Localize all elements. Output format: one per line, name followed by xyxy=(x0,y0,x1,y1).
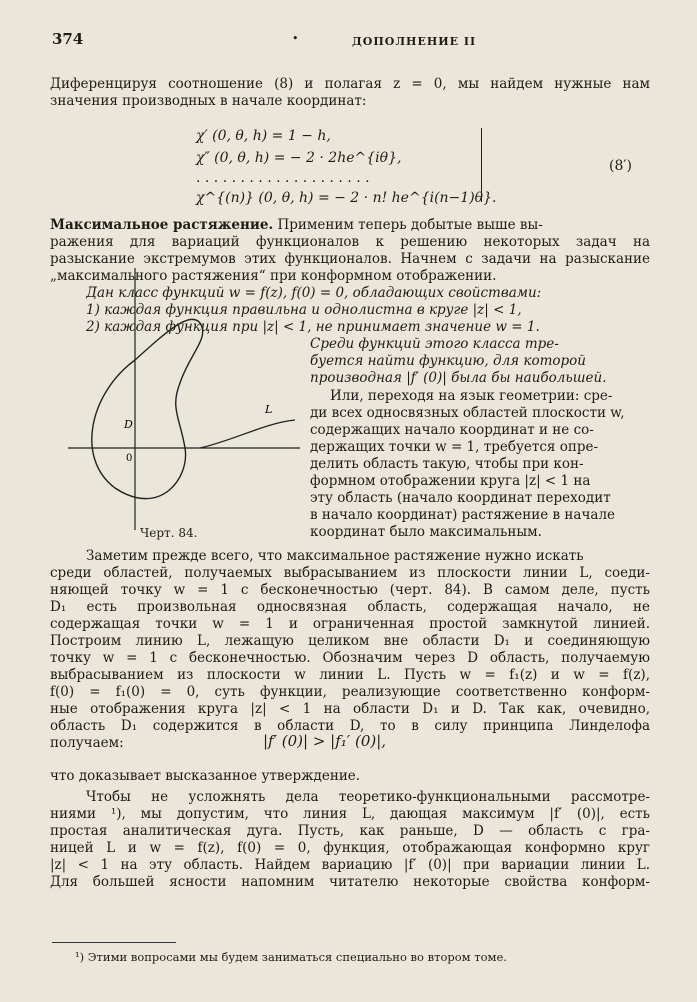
narrow-line: буется найти функцию, для которой xyxy=(310,353,586,369)
problem-statement: Дан класс функций w = f(z), f(0) = 0, обладающих свойствами: xyxy=(86,285,542,301)
equation-number: (8′) xyxy=(609,158,633,174)
narrow-line: содержащих начало координат и не со- xyxy=(310,422,594,438)
text-line: среди областей, получаемых выбрасыванием из плоскости линии L, соеди- xyxy=(50,565,650,581)
text-line: точку w = 1 с бесконечностью. Обозначим через D область, получаемую xyxy=(50,650,650,666)
narrow-line: делить область такую, чтобы при кон- xyxy=(310,456,584,472)
formula-first-derivative: χ′ (0, θ, h) = 1 − h, xyxy=(196,128,331,144)
property-two: 2) каждая функция при |z| < 1, не принимает значение w = 1. xyxy=(86,319,540,335)
property-one: 1) каждая функция правильна и однолистна в круге |z| < 1, xyxy=(86,302,522,318)
narrow-line: эту область (начало координат переходит xyxy=(310,490,611,506)
header-bullet: • xyxy=(292,32,299,45)
header-title: ДОПОЛНЕНИЕ II xyxy=(352,35,477,48)
region-boundary xyxy=(92,319,203,498)
text-line: f(0) = f₁(0) = 0, суть функции, реализующие соответственно конформ- xyxy=(50,684,650,700)
text-line: ражения для вариаций функционалов к решению некоторых задач на xyxy=(50,234,650,250)
text-line: |z| < 1 на эту область. Найдем вариацию |f′ (0)| при вариации линии L. xyxy=(50,857,650,873)
text-line: D₁ есть произвольная односвязная область, содержащая начало, не xyxy=(50,599,650,615)
narrow-line: держащих точки w = 1, требуется опре- xyxy=(310,439,599,455)
narrow-line: в начало координат) растяжение в начале xyxy=(310,507,616,523)
narrow-line: координат было максимальным. xyxy=(310,524,542,540)
text-line: Построим линию L, лежащую целиком вне области D₁ и соединяющую xyxy=(50,633,650,649)
label-D: D xyxy=(124,418,133,431)
narrow-line: Или, переходя на язык геометрии: сре- xyxy=(330,388,613,404)
curve-L xyxy=(200,420,295,448)
text-line: получаем: xyxy=(50,735,124,751)
text-line: область D₁ содержится в области D, то в силу принципа Линделофа xyxy=(50,718,650,734)
label-origin: 0 xyxy=(126,453,133,464)
text-line: Для большей ясности напомним читателю некоторые свойства конформ- xyxy=(50,874,650,890)
text-line: простая аналитическая дуга. Пусть, как раньше, D — область с гра- xyxy=(50,823,650,839)
running-header xyxy=(52,30,652,50)
section-first-line xyxy=(50,217,650,234)
footnote: ¹) Этими вопросами мы будем заниматься специально во втором томе. xyxy=(75,950,507,964)
text-line: что доказывает высказанное утверждение. xyxy=(50,768,361,784)
figure-caption: Черт. 84. xyxy=(140,526,198,540)
formula-nth-derivative: χ^{(n)} (0, θ, h) = − 2 · n! he^{i(n−1)θ}. xyxy=(196,190,497,206)
text-line: ницей L и w = f(z), f(0) = 0, функция, отображающая конформно круг xyxy=(50,840,650,856)
narrow-line: Среди функций этого класса тре- xyxy=(310,336,559,352)
text-line: Диференцируя соотношение (8) и полагая z = 0, мы найдем нужные нам xyxy=(50,76,650,92)
formula-dots: . . . . . . . . . . . . . . . . . . . . xyxy=(196,170,370,186)
text-line: значения производных в начале координат: xyxy=(50,93,367,109)
figure-84 xyxy=(60,268,305,530)
narrow-line: ди всех односвязных областей плоскости w, xyxy=(310,405,625,421)
text-line: выбрасыванием из плоскости w линии L. Пусть w = f₁(z) и w = f(z), xyxy=(50,667,650,683)
text-line: ные отображения круга |z| < 1 на области D₁ и D. Так как, очевидно, xyxy=(50,701,650,717)
footnote-rule xyxy=(52,942,176,943)
formula-second-derivative: χ″ (0, θ, h) = − 2 · 2he^{iθ}, xyxy=(196,150,402,166)
text-line: содержащая точки w = 1 и ограниченная простой замкнутой линией. xyxy=(50,616,650,632)
text-line: разыскание экстремумов этих функционалов. Начнем с задачи на разыскание xyxy=(50,251,650,267)
text-line: Заметим прежде всего, что максимальное растяжение нужно искать xyxy=(86,548,584,564)
section-text: Применим теперь добытые выше вы- xyxy=(273,217,543,233)
page-number: 374 xyxy=(52,30,84,48)
text-line: няющей точку w = 1 с бесконечностью (черт. 84). В самом деле, пусть xyxy=(50,582,650,598)
section-heading: Максимальное растяжение. xyxy=(50,217,274,233)
text-line: Чтобы не усложнять дела теоретико-функциональными рассмотре- xyxy=(86,789,650,805)
label-L: L xyxy=(265,403,273,416)
text-line: „максимального растяжения“ при конформном отображении. xyxy=(50,268,497,284)
text-line: ниями ¹), мы допустим, что линия L, дающая максимум |f′ (0)|, есть xyxy=(50,806,650,822)
narrow-line: формном отображении круга |z| < 1 на xyxy=(310,473,591,489)
narrow-line: производная |f′ (0)| была бы наибольшей. xyxy=(310,370,607,386)
inequality-formula: |f′ (0)| > |f₁′ (0)|, xyxy=(263,732,387,750)
right-brace xyxy=(478,128,482,202)
